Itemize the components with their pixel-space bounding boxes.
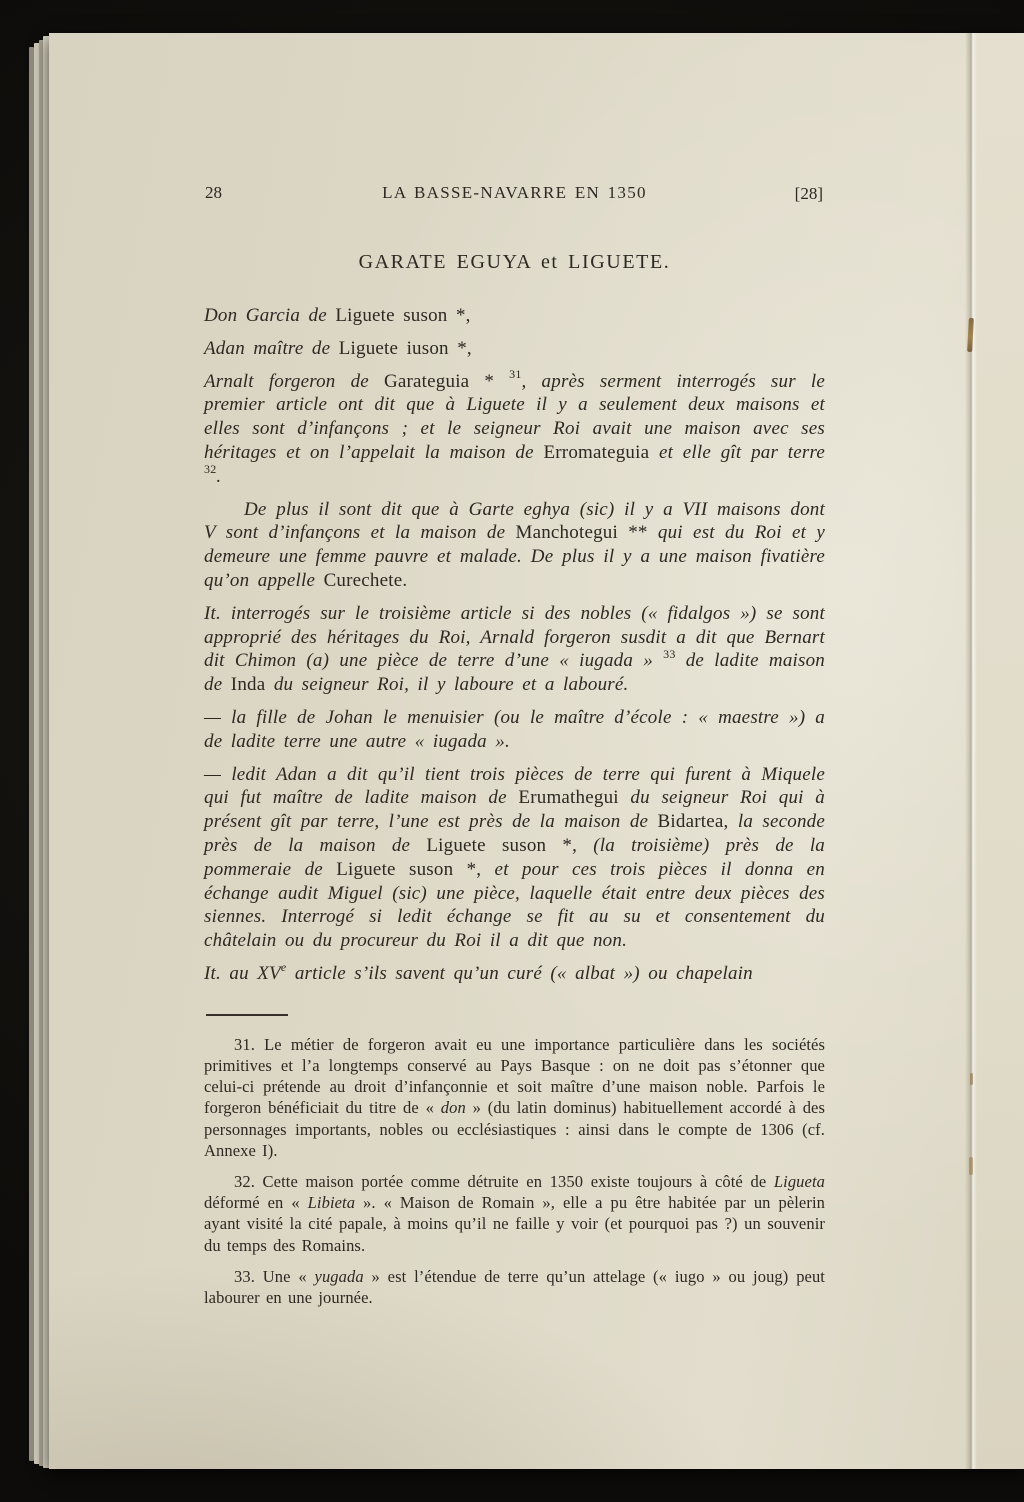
footnotes-paragraph <box>204 1034 825 1161</box>
text-run: Adan maître de <box>204 337 339 359</box>
text-run: article s’ils savent qu’un curé (« albat ») ou chapelain <box>286 962 753 984</box>
text-run: Libieta <box>307 1193 356 1213</box>
text-run: Liguete suson *, <box>426 834 594 856</box>
text-run: du seigneur Roi, il y laboure et a labouré. <box>273 674 629 696</box>
text-run: déformé en « <box>204 1193 308 1213</box>
text-run: yugada <box>314 1266 364 1286</box>
text-run: de ladite maison de <box>204 650 825 696</box>
body-text-paragraph <box>204 337 825 361</box>
text-run: Curechete. <box>323 569 408 591</box>
paper-damage-mark <box>970 1073 973 1085</box>
text-run: — ledit Adan a dit qu’il tient trois pièces de terre qui furent à Miquele qui fut maître de ladite maison de <box>204 763 825 809</box>
text-run: Erromateguia <box>543 441 659 463</box>
text-run: It. au XV <box>204 962 281 984</box>
text-run: » est l’étendue de terre qu’un attelage (« iugo » ou joug) peut labourer en une journée. <box>204 1266 825 1307</box>
footnote-reference: 33 <box>663 647 676 662</box>
facing-page-strip <box>975 33 1024 1469</box>
body-text <box>204 304 825 986</box>
body-text-paragraph <box>204 602 825 697</box>
text-run: 31. Le métier de forgeron avait eu une importance particulière dans les sociétés primitives et l’a longtemps conservé au Pays Basque : on ne doit pas s’étonner que celui-ci prétende au droit d’infançonnie et soit maître d’une maison noble. Parfois le forgeron bénéficiait du titre de « <box>204 1034 825 1118</box>
text-run: Liguete suson *, <box>335 305 471 326</box>
text-run: (la troisième) près de la pommeraie de <box>204 834 826 880</box>
footnote-reference: e <box>280 959 287 974</box>
text-run: Manchotegui ** <box>515 522 658 544</box>
text-run: la seconde près de la maison de <box>204 811 825 856</box>
book-page <box>49 33 1024 1469</box>
text-run: — la fille de Johan le menuisier (ou le maître d’école : « maestre ») a de ladite terre une autre « iugada ». <box>204 706 825 752</box>
footnotes-paragraph <box>204 1171 825 1256</box>
text-run: It. interrogés sur le troisième article si des nobles (« fidalgos ») se sont approprié des héritages du Roi, Arnald forgeron susdit a dit que Bernart dit Chimon (a) une pièce de terre d’une « iugada » <box>204 602 825 672</box>
text-run: . <box>216 465 222 487</box>
body-text-paragraph <box>204 706 825 754</box>
body-text-paragraph <box>204 367 826 489</box>
text-run: Garateguia * <box>383 370 510 392</box>
text-run: Ligueta <box>773 1171 825 1191</box>
text-run: Arnalt forgeron de <box>204 370 384 392</box>
body-text-paragraph <box>204 763 825 953</box>
page-number: 28 <box>205 183 222 202</box>
footnote-reference: 32 <box>204 462 217 477</box>
text-run: » (du latin dominus) habituellement accordé à des personnages importants, nobles ou ecclésiastiques : ainsi dans le compte de 1306 (cf. Annexe I). <box>204 1098 825 1160</box>
text-run: 33. Une « <box>234 1266 315 1286</box>
section-title: GARATE EGUYA et LIGUETE. <box>358 251 671 273</box>
text-run: don <box>440 1098 466 1118</box>
text-column <box>204 183 825 1318</box>
footnotes <box>204 1034 825 1308</box>
text-run: et pour ces trois pièces il donna en échange audit Miguel (sic) une pièce, laquelle était entre deux pièces des siennes. Interrogé si ledit échange se fit au su et consentement du châtelain ou du procureur du Roi il a dit que non. <box>204 858 826 952</box>
text-run: De plus il sont dit que à Garte eghya (sic) il y a VII maisons dont V sont d’infançons et la maison de <box>204 498 825 544</box>
text-run: Liguete iuson *, <box>338 337 472 359</box>
footnote-separator-rule <box>206 1014 288 1016</box>
text-run: Inda <box>230 674 274 696</box>
paper-damage-mark <box>969 1157 973 1175</box>
text-run: Bidartea, <box>657 811 738 833</box>
text-run: du seigneur Roi qui à présent gît par terre, l’une est près de la maison de <box>204 787 825 833</box>
text-run: 32. Cette maison portée comme détruite en 1350 existe toujours à côté de <box>234 1171 774 1191</box>
text-run: Don Garcia de <box>204 305 336 326</box>
text-run: , après serment interrogés sur le premier article ont dit que à Liguete il y a seulement deux maisons et elles sont d’infançons ; et le seigneur Roi avait une maison avec ses héritages et on l’appelait la maison de <box>204 370 825 463</box>
body-text-paragraph <box>204 959 825 986</box>
bracket-page-number: [28] <box>794 184 823 203</box>
footnote-reference: 31 <box>509 367 522 382</box>
text-run: Erumathegui <box>518 787 631 809</box>
body-text-paragraph <box>204 304 825 328</box>
text-run: Liguete suson *, <box>336 858 482 880</box>
footnotes-paragraph <box>204 1266 825 1308</box>
body-text-paragraph <box>204 498 825 593</box>
running-title: LA BASSE-NAVARRE EN 1350 <box>382 183 647 202</box>
text-run: ». « Maison de Romain », elle a pu être habitée par un pèlerin ayant visité la cité papale, à moins qu’il ne faille y voir (et pourquoi pas ?) un souvenir du temps des Romains. <box>204 1193 825 1255</box>
text-run: et elle gît par terre <box>658 441 826 463</box>
gutter-fold <box>965 33 977 1469</box>
page-header <box>204 183 825 207</box>
text-run: qui est du Roi et y demeure une femme pauvre et malade. De plus il y a une maison fivatière qu’on appelle <box>204 522 825 591</box>
